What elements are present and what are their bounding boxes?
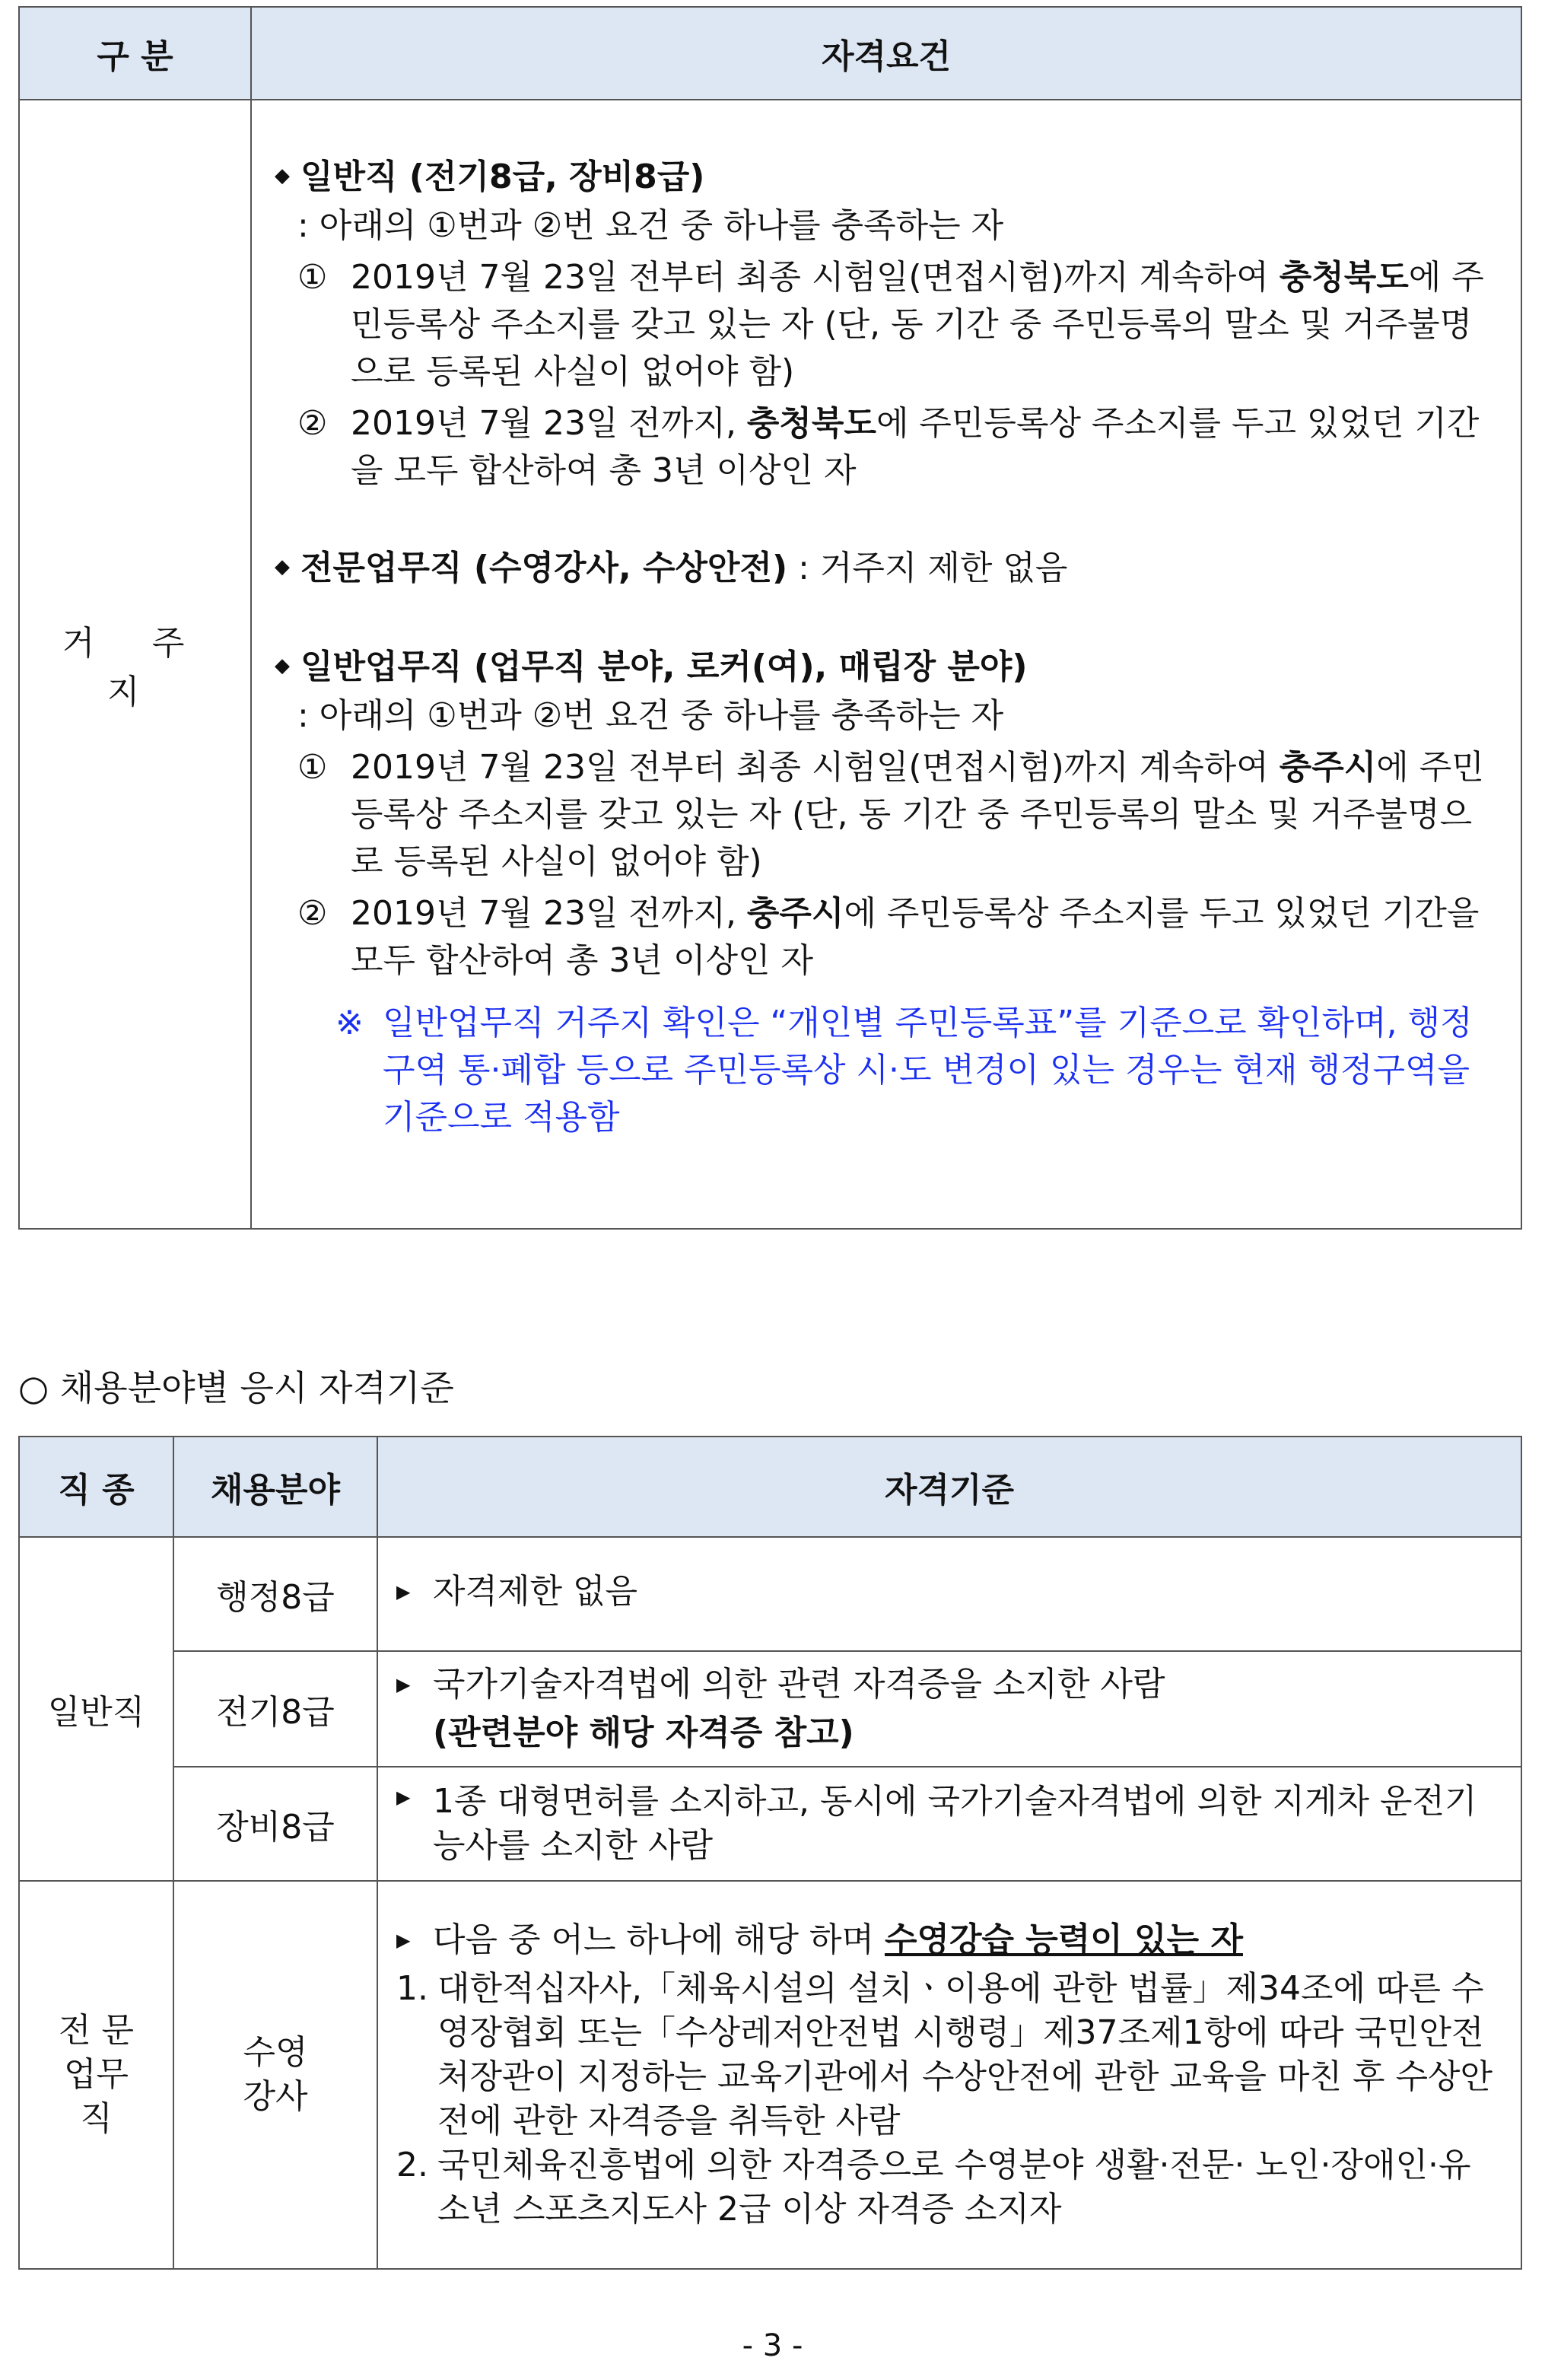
general-work-item-1: ① 2019년 7월 23일 전부터 최종 시험일(면접시험)까지 계속하여 충주시에 주민등록상 주소지를 갖고 있는 자 (단, 동 기간 중 주민등록의 말소 및 거주불명으로 등록된 사실이 없어야 함) [297,748,1484,881]
page-number: - 3 - [742,2328,803,2363]
header-job-type: 직 종 [19,1437,173,1537]
triangle-bullet-icon: ▶ [396,1674,411,1695]
general-position-title: ◆ 일반직 (전기8급, 장비8급) [275,154,1498,202]
header-field: 채용분야 [173,1437,377,1537]
swim-item-1: 1. 대한적십자사,「체육시설의 설치ㆍ이용에 관한 법률」제34조에 따른 수영장협회 또는「수상레저안전법 시행령」제37조제1항에 따라 국민안전처장관이 지정하는 교육기관에서 수상안전에 관한 교육을 마친 후 수상안전에 관한 자격증을 취득한 사람 [396,1969,1493,2140]
residence-requirements-cell [251,100,1521,1229]
job-type-general: 일반직 [19,1537,173,1881]
row-label-residence: 거 주 지 [19,100,251,1229]
criteria-cell: ▶ 국가기술자격법에 의한 관련 자격증을 소지한 사람 (관련분야 해당 자격증 참고) [377,1651,1521,1767]
field-cell: 행정8급 [173,1537,377,1651]
diamond-bullet-icon: ◆ [275,555,290,578]
section-heading: ○ 채용분야별 응시 자격기준 [18,1367,454,1408]
table-row [19,1767,1521,1881]
general-item-2: ② 2019년 7월 23일 전까지, 충청북도에 주민등록상 주소지를 두고 있었던 기간을 모두 합산하여 총 3년 이상인 자 [297,404,1480,490]
reference-mark-icon: ※ [335,1004,364,1042]
qualification-criteria-table [18,1436,1522,2270]
header-criteria: 자격기준 [377,1437,1521,1537]
residence-row [19,100,1521,1229]
field-cell: 전기8급 [173,1651,377,1767]
general-work-item-2: ② 2019년 7월 23일 전까지, 충주시에 주민등록상 주소지를 두고 있었던 기간을 모두 합산하여 총 3년 이상인 자 [297,894,1480,980]
job-type-specialist: 전 문 업무직 [19,1881,173,2269]
table-row [19,1537,1521,1651]
table-header-row [19,7,1521,100]
criteria-cell: ▶ 1종 대형면허를 소지하고, 동시에 국가기술자격법에 의한 지게차 운전기능사를 소지한 사람 [377,1767,1521,1881]
table-row [19,1881,1521,2269]
header-requirements: 자격요건 [251,7,1521,100]
table-row [19,1651,1521,1767]
diamond-bullet-icon: ◆ [275,654,290,677]
specialist-position-line: ◆ 전문업무직 (수영강사, 수상안전) : 거주지 제한 없음 [275,545,1498,593]
general-work-title: ◆ 일반업무직 (업무직 분야, 로커(여), 매립장 분야) [275,644,1498,692]
residence-requirement-table [18,6,1522,1230]
field-cell: 장비8급 [173,1767,377,1881]
triangle-bullet-icon: ▶ [396,1581,411,1602]
diamond-bullet-icon: ◆ [275,164,290,187]
criteria-cell: ▶ 자격제한 없음 [377,1537,1521,1651]
triangle-bullet-icon: ▶ [396,1787,411,1808]
general-position-subtitle: : 아래의 ①번과 ②번 요건 중 하나를 충족하는 자 [297,206,1004,245]
swim-item-2: 2. 국민체육진흥법에 의한 자격증으로 수영분야 생활·전문· 노인·장애인·유소년 스포츠지도사 2급 이상 자격증 소지자 [396,2146,1471,2229]
header-category: 구 분 [19,7,251,100]
residence-note: ※ 일반업무직 거주지 확인은 “개인별 주민등록표”를 기준으로 확인하며, 행정구역 통·폐합 등으로 주민등록상 시·도 변경이 있는 경우는 현재 행정구역을 기준으로 적용함 [335,1000,1498,1141]
field-cell: 수영 강사 [173,1881,377,2269]
general-item-1: ① 2019년 7월 23일 전부터 최종 시험일(면접시험)까지 계속하여 충청북도에 주민등록상 주소지를 갖고 있는 자 (단, 동 기간 중 주민등록의 말소 및 거주불명으로 등록된 사실이 없어야 함) [297,258,1484,391]
criteria-cell-swim: ▶ 다음 중 어느 하나에 해당 하며 수영강습 능력이 있는 자 1. 대한적십자사,「체육시설의 설치ㆍ이용에 관한 법률」제34조에 따른 수영장협회 또는「수상레저안전법 시행령」제37조제1항에 따라 국민안전처장관이 지정하는 교육기관에서 수상안전에 관한 교육을 마친 후 수상안전에 관한 자격증을 취득한 사람 2. 국민체육진흥법에 의한 자격증으로 수영분야 생활·전문· 노인·장애인·유소년 스포츠지도사 2급 이상 자격증 소지자 [377,1881,1521,2269]
table-header-row [19,1437,1521,1537]
triangle-bullet-icon: ▶ [396,1930,411,1951]
general-work-subtitle: : 아래의 ①번과 ②번 요건 중 하나를 충족하는 자 [297,696,1004,735]
